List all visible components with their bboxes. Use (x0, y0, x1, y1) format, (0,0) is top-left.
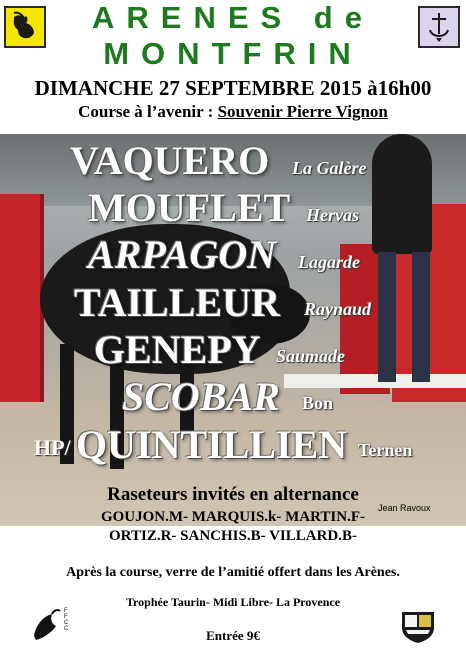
bull-owner: Raynaud (304, 299, 372, 319)
bull-owner: Bon (302, 393, 334, 413)
bull-owner: La Galère (292, 158, 367, 178)
bull-name: TAILLEUR (74, 280, 280, 325)
coat-of-arms-logo (400, 610, 436, 644)
entry-price: Entrée 9€ (206, 628, 260, 643)
bull-owner: Lagarde (298, 252, 360, 272)
title-line-1: ARENES de (92, 0, 374, 35)
bull-name: ARPAGON (88, 232, 277, 277)
barrier-red-left (0, 194, 44, 414)
ffcc-logo (30, 606, 70, 644)
bull-name: MOUFLET (88, 185, 291, 230)
raseteur-leg (412, 252, 430, 382)
course-prefix: Course à l’avenir : (78, 102, 218, 121)
shield-icon (400, 610, 436, 644)
bull-owner: Saumade (276, 346, 346, 366)
event-date: DIMANCHE 27 SEPTEMBRE 2015 à16h00 (34, 76, 432, 100)
raseteurs-title: Raseteurs invités en alternance (107, 484, 359, 505)
bull-name: SCOBAR (122, 374, 280, 419)
bull-name: QUINTILLIEN (76, 422, 348, 467)
raseteur-leg (378, 252, 396, 382)
raseteurs-line-2: ORTIZ.R- SANCHIS.B- VILLARD.B- (109, 528, 357, 544)
photo-credit: Jean Ravoux (378, 503, 431, 513)
trophy-text: Trophée Taurin- Midi Libre- La Provence (125, 595, 341, 609)
barrier-rail (284, 374, 466, 388)
course-souvenir: Souvenir Pierre Vignon (217, 102, 388, 121)
bull-name: VAQUERO (70, 138, 270, 183)
raseteurs-line-1: GOUJON.M- MARQUIS.k- MARTIN.F- (100, 509, 366, 525)
ffcc-label: FFCC (64, 608, 69, 632)
bull-owner: Ternen (358, 440, 413, 460)
title-line-2: MONTFRIN (103, 36, 363, 71)
after-course-text: Après la course, verre de l’amitié offert dans les Arènes. (66, 565, 400, 580)
bull-owner: Hervas (306, 205, 359, 225)
raseteur-figure (372, 134, 432, 254)
course-title (0, 102, 466, 122)
bull-name: GENEPY (94, 327, 261, 372)
hors-programme-prefix: HP/ (34, 435, 71, 460)
